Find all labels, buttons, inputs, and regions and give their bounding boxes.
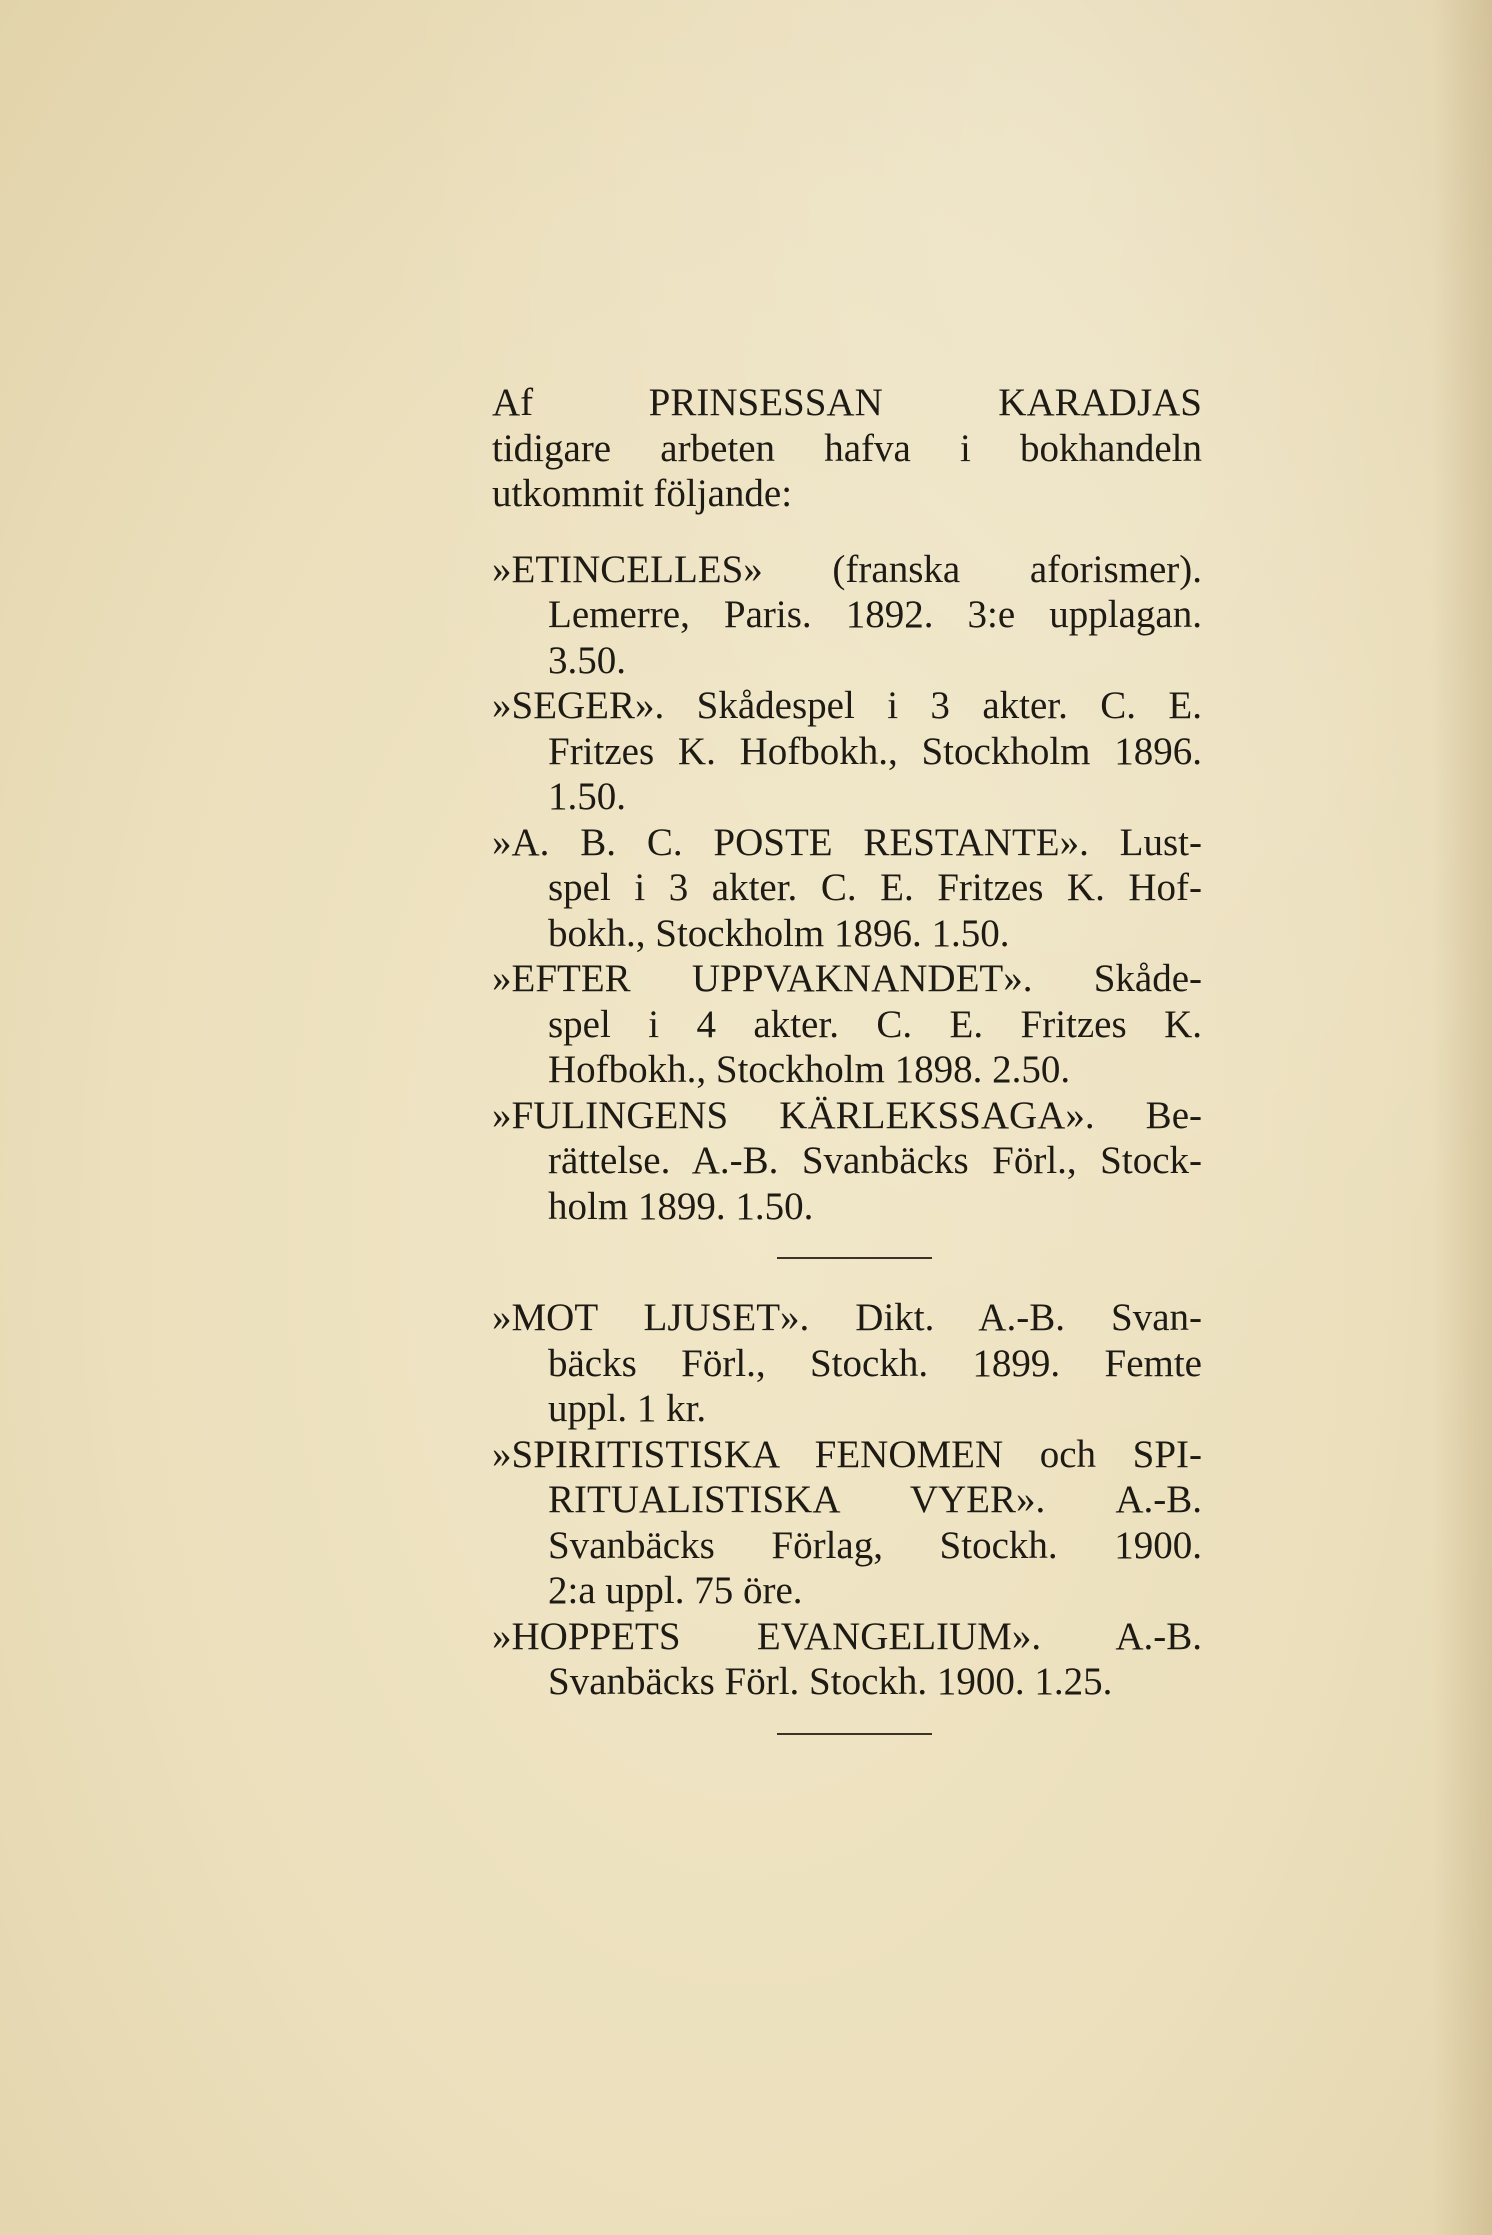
- entry-line: »ETINCELLES» (franska aforismer).: [492, 547, 1202, 591]
- intro-line: tidigare arbeten hafva i bokhandeln: [492, 426, 1202, 470]
- publication-entry: [492, 1432, 1202, 1614]
- entry-line: Lemerre, Paris. 1892. 3:e upplagan.: [548, 593, 1202, 636]
- entry-line: uppl. 1 kr.: [548, 1387, 707, 1430]
- divider-rule: [777, 1733, 932, 1735]
- entry-line: »EFTER UPPVAKNANDET». Skåde-: [492, 957, 1202, 1000]
- entry-line: bokh., Stockholm 1896. 1.50.: [548, 911, 1010, 955]
- entry-line: »A. B. C. POSTE RESTANTE». Lust-: [492, 820, 1202, 864]
- entry-line: spel i 4 akter. C. E. Fritzes K.: [548, 1002, 1202, 1046]
- entries-group-1: [492, 547, 1202, 1230]
- publication-entry: [492, 1614, 1202, 1705]
- publication-entry: [492, 956, 1202, 1093]
- entry-line: Svanbäcks Förl. Stockh. 1900. 1.25.: [548, 1660, 1113, 1703]
- publication-list: [492, 380, 1202, 1735]
- publication-entry: [492, 1295, 1202, 1432]
- entry-line: 2:a uppl. 75 öre.: [548, 1569, 803, 1612]
- intro-block: [492, 380, 1202, 517]
- entry-line: »MOT LJUSET». Dikt. A.-B. Svan-: [492, 1296, 1202, 1339]
- entry-line: »SEGER». Skådespel i 3 akter. C. E.: [492, 684, 1202, 727]
- entry-line: RITUALISTISKA VYER». A.-B.: [548, 1478, 1202, 1521]
- entry-line: »HOPPETS EVANGELIUM». A.-B.: [492, 1614, 1202, 1658]
- entry-line: »FULINGENS KÄRLEKSSAGA». Be-: [492, 1093, 1202, 1137]
- publication-entry: [492, 547, 1202, 684]
- entry-line: spel i 3 akter. C. E. Fritzes K. Hof-: [548, 866, 1202, 909]
- page-edge-shading: [1432, 0, 1492, 2235]
- entry-line: 1.50.: [548, 775, 626, 818]
- entry-line: Fritzes K. Hofbokh., Stockholm 1896.: [548, 729, 1202, 773]
- entries-group-2: [492, 1295, 1202, 1705]
- entry-line: »SPIRITISTISKA FENOMEN och SPI-: [492, 1432, 1202, 1476]
- entry-line: Hofbokh., Stockholm 1898. 2.50.: [548, 1048, 1071, 1091]
- entry-line: 3.50.: [548, 638, 626, 682]
- publication-entry: [492, 683, 1202, 820]
- divider-rule: [777, 1257, 932, 1259]
- entry-line: Svanbäcks Förlag, Stockh. 1900.: [548, 1523, 1202, 1567]
- heading: Af PRINSESSAN KARADJAS: [492, 381, 1202, 424]
- publication-entry: [492, 820, 1202, 957]
- entry-line: rättelse. A.-B. Svanbäcks Förl., Stock-: [548, 1139, 1202, 1182]
- entry-line: holm 1899. 1.50.: [548, 1184, 814, 1228]
- entry-line: bäcks Förl., Stockh. 1899. Femte: [548, 1341, 1202, 1385]
- intro-line: utkommit följande:: [492, 472, 793, 515]
- publication-entry: [492, 1093, 1202, 1230]
